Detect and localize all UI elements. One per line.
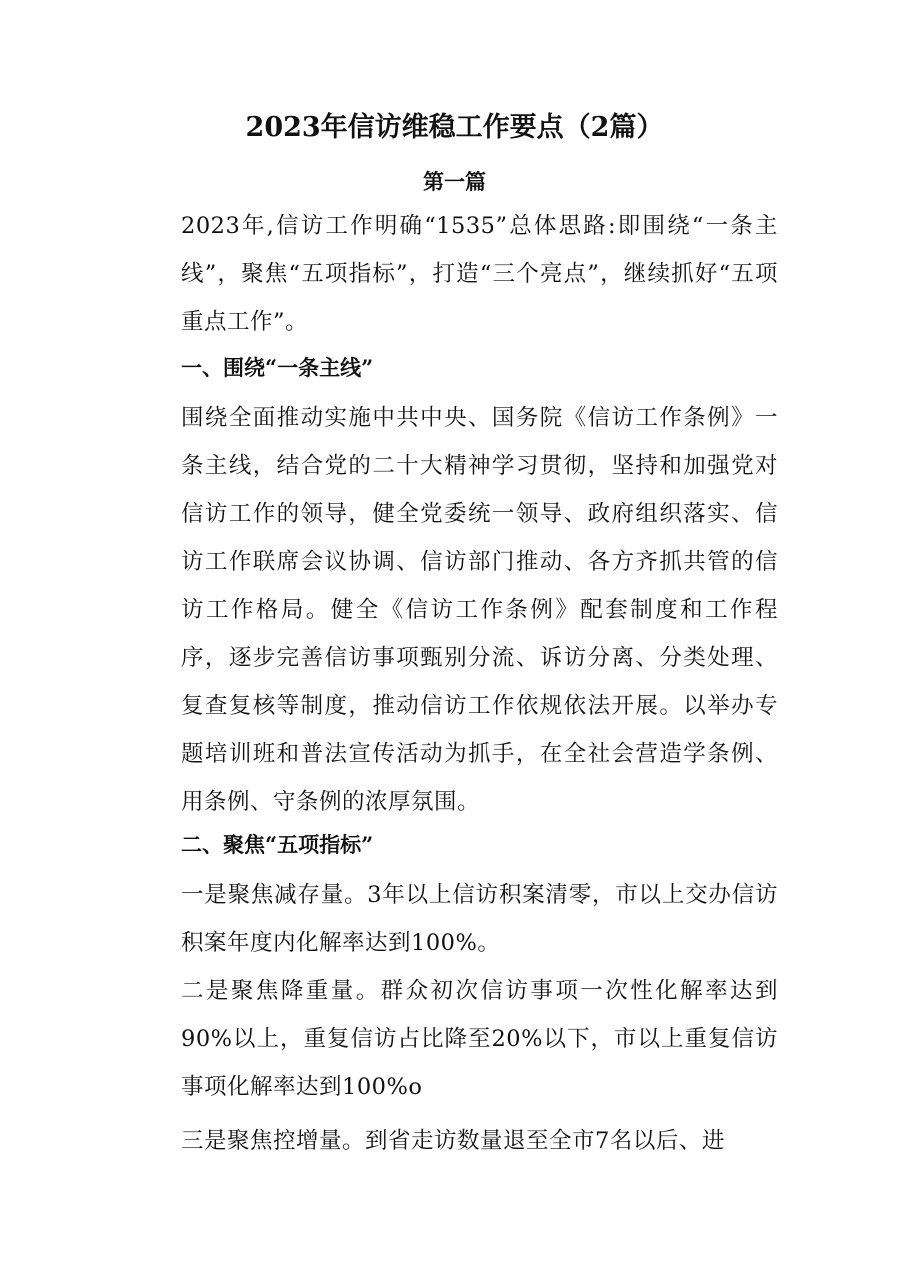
section-2-item-1 bbox=[136, 871, 778, 967]
section-2-item-2 bbox=[136, 967, 778, 1111]
section-2-item-3-text: 三是聚焦控增量。到省走访数量退至全市7名以后、进 bbox=[181, 1128, 725, 1154]
section-2-item-3 bbox=[136, 1117, 778, 1165]
document-title: 2023年信访维稳工作要点（2篇） bbox=[245, 112, 664, 143]
section-2-heading: 二、聚焦“五项指标” bbox=[181, 832, 374, 857]
section-2-item-2-text: 二是聚焦降重量。群众初次信访事项一次性化解率达到90%以上，重复信访占比降至20%以下，市以上重复信访事项化解率达到100%o bbox=[181, 978, 778, 1100]
section-1-heading: 一、围绕“一条主线” bbox=[181, 355, 374, 380]
section-1-text: 围绕全面推动实施中共中央、国务院《信访工作条例》一条主线，结合党的二十大精神学习贯彻，坚持和加强党对信访工作的领导，健全党委统一领导、政府组织落实、信访工作联席会议协调、信访部门推动、各方齐抓共管的信访工作格局。健全《信访工作条例》配套制度和工作程序，逐步完善信访事项甄别分流、诉访分离、分类处理、复查复核等制度，推动信访工作依规依法开展。以举办专题培训班和普法宣传活动为抓手，在全社会营造学条例、用条例、守条例的浓厚氛围。 bbox=[181, 405, 778, 815]
section-2-item-1-text: 一是聚焦减存量。3年以上信访积案清零，市以上交办信访积案年度内化解率达到100%。 bbox=[181, 882, 778, 956]
intro-paragraph bbox=[136, 202, 778, 346]
intro-text: 2023年,信访工作明确“1535”总体思路:即围绕“一条主线”，聚焦“五项指标”，打造“三个亮点”，继续抓好“五项重点工作”。 bbox=[181, 213, 778, 335]
part-title: 第一篇 bbox=[423, 169, 486, 194]
section-1-paragraph bbox=[136, 394, 778, 826]
